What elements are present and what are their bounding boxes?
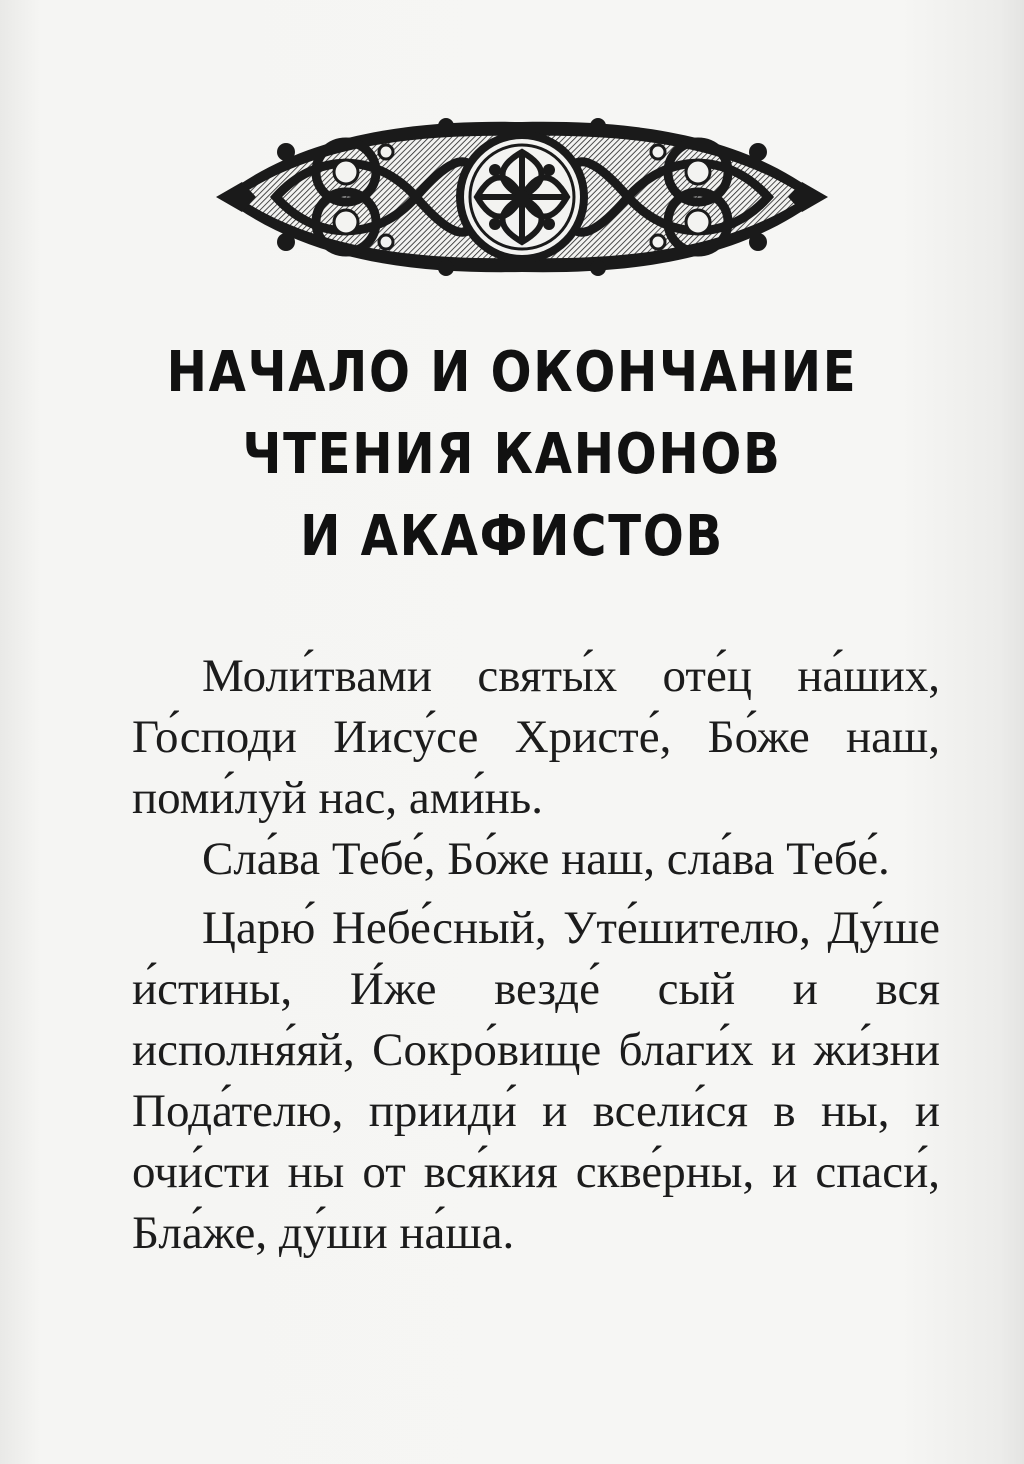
page-title: [158, 332, 867, 578]
prayer-text: [132, 646, 940, 1264]
paragraph-glory-to-thee: Сла́ва Тебе́, Бо́же наш, сла́ва Тебе́.: [202, 833, 890, 885]
title-line-3: И АКАФИСТОВ: [300, 504, 724, 569]
title-line-2: ЧТЕНИЯ КАНОНОВ: [242, 422, 782, 487]
title-line-1: НАЧАЛО И ОКОНЧАНИЕ: [166, 340, 858, 405]
byzantine-headpiece-ornament-icon: [216, 112, 828, 282]
paragraph-prayer-holy-fathers: Моли́твами святы́х оте́ц на́ших, Го́споди Иису́се Христе́, Бо́же наш, поми́луй нас, ами́нь.: [132, 650, 940, 824]
paragraph-heavenly-king: Царю́ Небе́сный, Уте́шителю, Ду́ше и́стины, И́же везде́ сый и вся исполня́яй, Сокро́вище благи́х и жи́зни Пода́телю, прииди́ и всели́ся в ны, и очи́сти ны от вся́кия скве́рны, и спаси́, Бла́же, ду́ши на́ша.: [132, 902, 940, 1259]
